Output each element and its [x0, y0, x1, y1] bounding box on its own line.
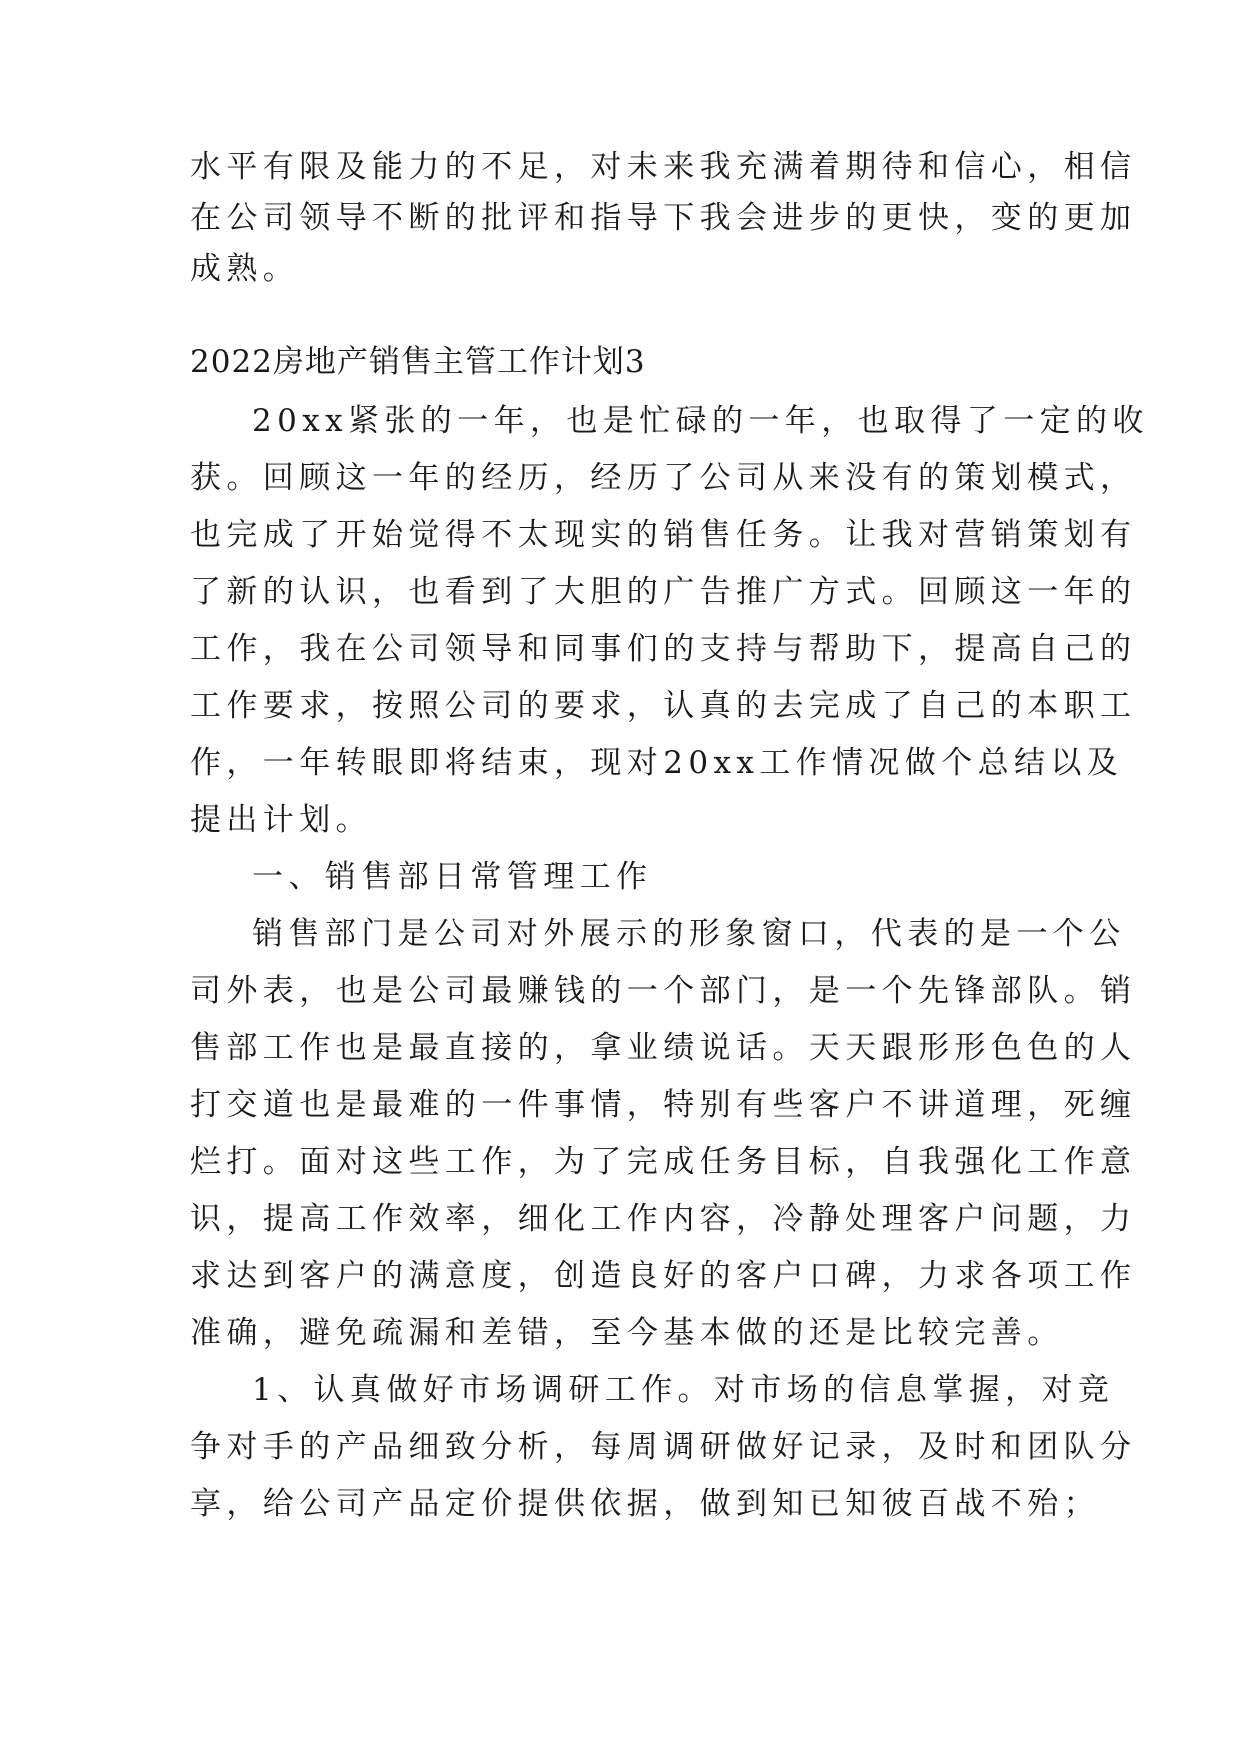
- text-line: 工作，我在公司领导和同事们的支持与帮助下，提高自己的: [190, 631, 1137, 667]
- text-line: 获。回顾这一年的经历，经历了公司从来没有的策划模式，: [190, 460, 1137, 496]
- text-line: 争对手的产品细致分析，每周调研做好记录，及时和团队分: [190, 1429, 1137, 1465]
- text-line: 工作要求，按照公司的要求，认真的去完成了自己的本职工: [190, 688, 1137, 724]
- text-line: 提出计划。: [190, 802, 372, 838]
- text-line: 也完成了开始觉得不太现实的销售任务。让我对营销策划有: [190, 517, 1137, 553]
- text-line: 作，一年转眼即将结束，现对20xx工作情况做个总结以及: [190, 745, 1124, 781]
- text-line: 烂打。面对这些工作，为了完成任务目标，自我强化工作意: [190, 1144, 1137, 1180]
- text-line: 享，给公司产品定价提供依据，做到知已知彼百战不殆；: [190, 1486, 1100, 1522]
- subheading: 一、销售部日常管理工作: [252, 859, 653, 895]
- text-line: 20xx紧张的一年，也是忙碌的一年，也取得了一定的收: [252, 403, 1149, 439]
- text-line: 准确，避免疏漏和差错，至今基本做的还是比较完善。: [190, 1315, 1064, 1351]
- text-line: 了新的认识，也看到了大胆的广告推广方式。回顾这一年的: [190, 574, 1137, 610]
- text-line: 在公司领导不断的批评和指导下我会进步的更快，变的更加: [190, 200, 1137, 236]
- section-heading: 2022房地产销售主管工作计划3: [190, 344, 646, 380]
- text-line: 识，提高工作效率，细化工作内容，冷静处理客户问题，力: [190, 1201, 1137, 1237]
- text-line: 水平有限及能力的不足，对未来我充满着期待和信心，相信: [190, 149, 1137, 185]
- text-line: 销售部门是公司对外展示的形象窗口，代表的是一个公: [252, 916, 1126, 952]
- text-line: 求达到客户的满意度，创造良好的客户口碑，力求各项工作: [190, 1258, 1137, 1294]
- text-line: 成熟。: [190, 251, 300, 287]
- text-line: 司外表，也是公司最赚钱的一个部门，是一个先锋部队。销: [190, 973, 1137, 1009]
- text-line: 售部工作也是最直接的，拿业绩说话。天天跟形形色色的人: [190, 1030, 1137, 1066]
- text-line: 1、认真做好市场调研工作。对市场的信息掌握，对竞: [252, 1372, 1115, 1408]
- text-line: 打交道也是最难的一件事情，特别有些客户不讲道理，死缠: [190, 1087, 1137, 1123]
